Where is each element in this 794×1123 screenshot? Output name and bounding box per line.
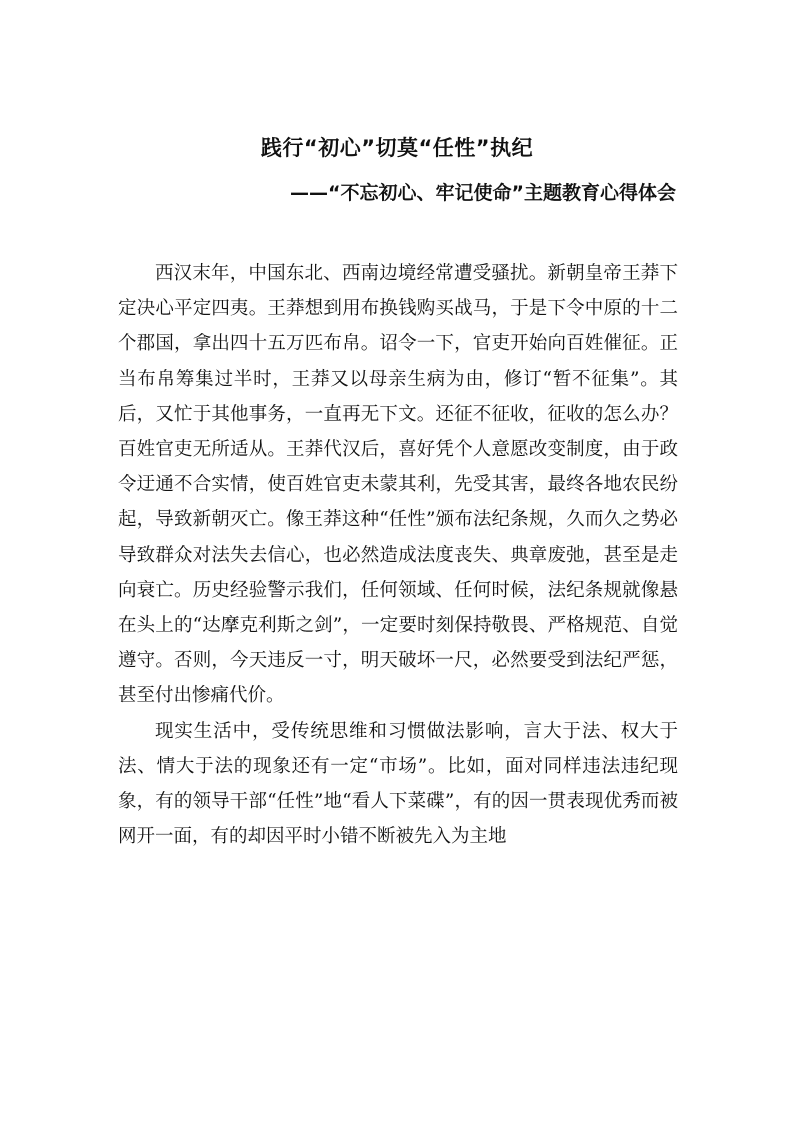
- body-paragraph-2: 现实生活中，受传统思维和习惯做法影响，言大于法、权大于法、情大于法的现象还有一定“市场”。比如，面对同样违法违纪现象，有的领导干部“任性”地“看人下菜碟”，有的因一贯表现优秀而被网开一面，有的却因平时小错不断被先入为主地: [118, 720, 678, 848]
- document-title: 践行“初心”切莫“任性”执纪: [260, 136, 534, 160]
- document-body: [118, 256, 678, 854]
- body-paragraph-1: 西汉末年，中国东北、西南边境经常遭受骚扰。新朝皇帝王莽下定决心平定四夷。王莽想到用布换钱购买战马，于是下令中原的十二个郡国，拿出四十五万匹布帛。诏令一下，官吏开始向百姓催征。正当布帛筹集过半时，王莽又以母亲生病为由，修订“暂不征集”。其后，又忙于其他事务，一直再无下文。还征不征收，征收的怎么办？百姓官吏无所适从。王莽代汉后，喜好凭个人意愿改变制度，由于政令迂通不合实情，使百姓官吏未蒙其利，先受其害，最终各地农民纷起，导致新朝灭亡。像王莽这种“任性”颁布法纪条规，久而久之势必导致群众对法失去信心，也必然造成法度丧失、典章废弛，甚至是走向衰亡。历史经验警示我们，任何领域、任何时候，法纪条规就像悬在头上的“达摩克利斯之剑”，一定要时刻保持敬畏、严格规范、自觉遵守。否则，今天违反一寸，明天破坏一尺，必然要受到法纪严惩，甚至付出惨痛代价。: [118, 263, 678, 707]
- document-subtitle: ——“不忘初心、牢记使命”主题教育心得体会: [290, 182, 676, 204]
